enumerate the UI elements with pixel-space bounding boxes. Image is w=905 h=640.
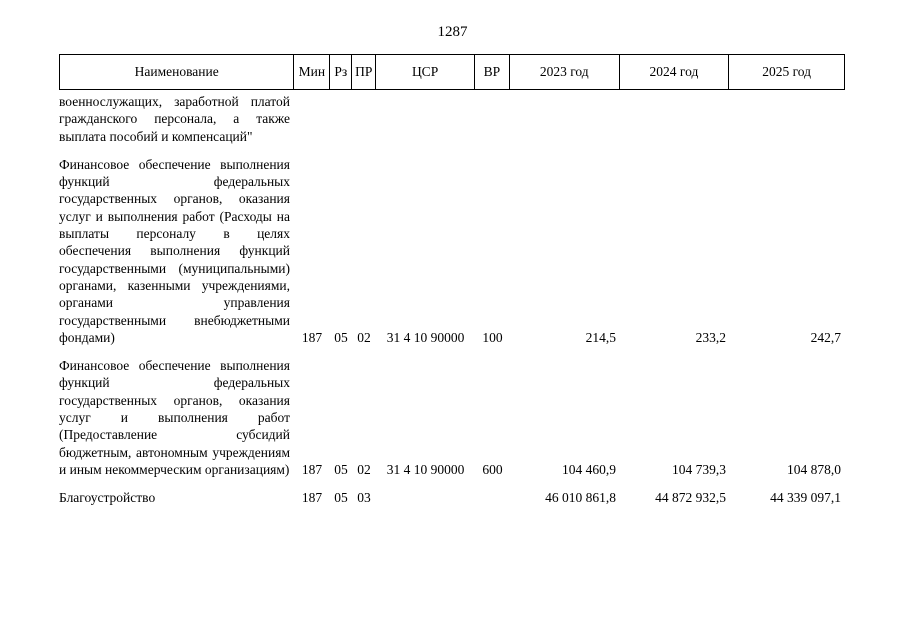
header-2025: 2025 год xyxy=(762,64,812,79)
row-2023: 104 460,9 xyxy=(562,461,616,477)
header-csr: ЦСР xyxy=(376,55,475,89)
row-pr: 02 xyxy=(357,329,371,345)
page-number: 1287 xyxy=(437,24,468,40)
row-name: Финансовое обеспечение выполнения функций федеральных государственных органов, оказания услуг и выполнения работ (Расходы на выплаты персоналу в целях обеспечения выполнения функций государственными (муниципальными) органами, казенными учреждениями, органами управления государственными внебюджетными фондами) xyxy=(59,156,290,345)
header-2023: 2023 год xyxy=(510,55,620,89)
header-pr: ПР xyxy=(352,55,376,89)
row-rz: 05 xyxy=(334,461,348,477)
table-row xyxy=(59,357,845,478)
table-row xyxy=(59,489,845,506)
row-vr: 600 xyxy=(482,461,503,477)
row-2024: 104 739,3 xyxy=(672,461,726,477)
row-rz: 05 xyxy=(334,329,348,345)
row-pr: 03 xyxy=(357,490,371,506)
row-2023: 214,5 xyxy=(585,329,616,345)
row-csr: 31 4 10 90000 xyxy=(386,461,465,477)
row-min: 187 xyxy=(301,329,323,345)
header-2024: 2024 год xyxy=(620,55,730,89)
row-2024: 233,2 xyxy=(695,329,726,345)
row-rz: 05 xyxy=(334,490,348,506)
table-body xyxy=(59,93,845,507)
row-2024: 44 872 932,5 xyxy=(655,490,726,506)
row-csr: 31 4 10 90000 xyxy=(386,329,465,345)
row-2025: 104 878,0 xyxy=(787,461,841,477)
table-row xyxy=(59,156,845,346)
row-pr: 02 xyxy=(357,461,371,477)
table-header xyxy=(59,54,845,90)
row-2023: 46 010 861,8 xyxy=(545,490,616,506)
row-name: военнослужащих, заработной платой гражданского персонала, а также выплата пособий и компенсаций" xyxy=(59,94,290,144)
row-vr: 100 xyxy=(482,329,503,345)
table-row xyxy=(59,93,845,145)
row-name: Финансовое обеспечение выполнения функций федеральных государственных органов, оказания услуг и выполнения работ (Предоставление субсидий бюджетным, автономным учреждениям и иным некоммерческим организациям) xyxy=(59,358,290,477)
header-vr: ВР xyxy=(475,55,510,89)
row-min: 187 xyxy=(301,490,323,506)
row-min: 187 xyxy=(301,461,323,477)
row-2025: 242,7 xyxy=(810,329,841,345)
header-name: Наименование xyxy=(60,55,294,89)
header-min: Мин xyxy=(294,55,330,89)
row-name: Благоустройство xyxy=(59,490,156,506)
row-2025: 44 339 097,1 xyxy=(770,490,841,506)
header-rz: Рз xyxy=(330,55,352,89)
